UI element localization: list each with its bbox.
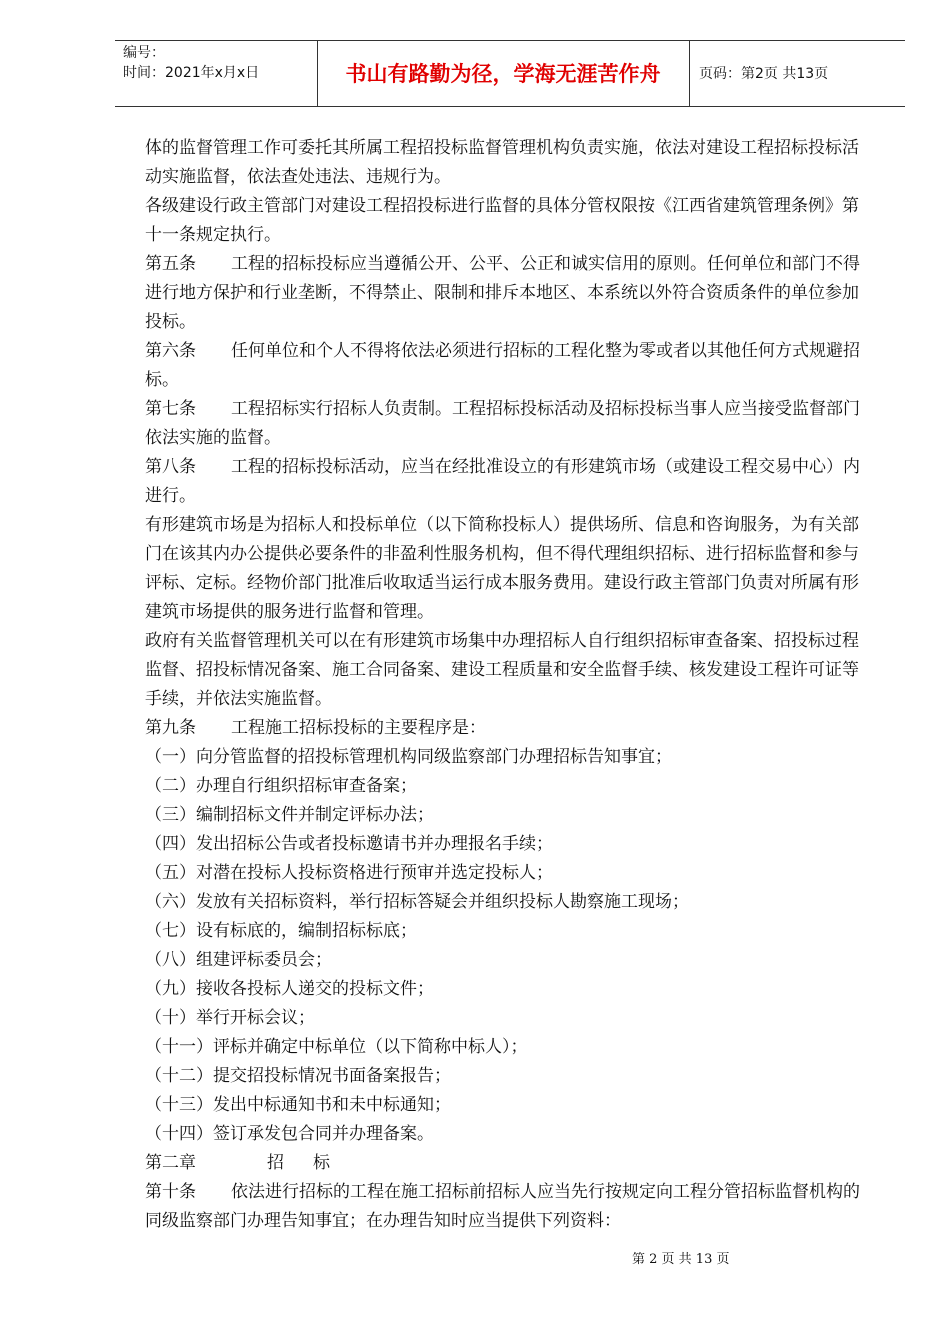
procedure-item: （五）对潜在投标人投标资格进行预审并选定投标人； [145, 863, 553, 883]
paragraph: 有形建筑市场是为招标人和投标单位（以下简称投标人）提供场所、信息和咨询服务，为有关部门在该其内办公提供必要条件的非盈利性服务机构，但不得代理组织招标、进行招标监督和参与评标、定标。经物价部门批准后收取适当运行成本服务费用。建设行政主管部门负责对所属有形建筑市场提供的服务进行监督和管理。 [145, 515, 859, 622]
article-label: 第八条 [145, 457, 196, 477]
procedure-item: （六）发放有关招标资料，举行招标答疑会并组织投标人勘察施工现场； [145, 892, 689, 912]
header-meta [123, 43, 259, 83]
article-8 [145, 453, 875, 511]
article-text: 工程施工招标投标的主要程序是： [231, 718, 486, 738]
procedure-item: （十二）提交招投标情况书面备案报告； [145, 1066, 451, 1086]
procedure-item: （七）设有标底的，编制招标标底； [145, 921, 417, 941]
header-page-info: 页码：第2页 共13页 [699, 66, 829, 82]
article-text: 工程招标实行招标人负责制。工程招标投标活动及招标投标当事人应当接受监督部门依法实施的监督。 [145, 399, 860, 448]
chapter-label: 第二章 [145, 1153, 196, 1173]
procedure-item: （十四）签订承发包合同并办理备案。 [145, 1124, 434, 1144]
procedure-item: （四）发出招标公告或者投标邀请书并办理报名手续； [145, 834, 553, 854]
procedure-item: （八）组建评标委员会； [145, 950, 332, 970]
header-number: 编号： [123, 45, 165, 61]
article-7 [145, 395, 875, 453]
article-9 [145, 714, 875, 743]
header-motto: 书山有路勤为径，学海无涯苦作舟 [345, 62, 661, 86]
article-label: 第九条 [145, 718, 196, 738]
header-divider [689, 40, 690, 106]
page-header [115, 40, 905, 107]
document-body [145, 134, 875, 1236]
procedure-item: （二）办理自行组织招标审查备案； [145, 776, 417, 796]
article-text: 工程的招标投标活动，应当在经批准设立的有形建筑市场（或建设工程交易中心）内进行。 [145, 457, 860, 506]
procedure-item: （九）接收各投标人递交的投标文件； [145, 979, 434, 999]
chapter-heading [145, 1149, 875, 1178]
procedure-item: （十三）发出中标通知书和未中标通知； [145, 1095, 451, 1115]
article-text: 任何单位和个人不得将依法必须进行招标的工程化整为零或者以其他任何方式规避招标。 [145, 341, 860, 390]
paragraph: 各级建设行政主管部门对建设工程招投标进行监督的具体分管权限按《江西省建筑管理条例》第十一条规定执行。 [145, 196, 859, 245]
article-label: 第五条 [145, 254, 196, 274]
chapter-title-char: 招 [267, 1153, 284, 1173]
article-label: 第六条 [145, 341, 196, 361]
article-10 [145, 1178, 875, 1236]
procedure-item: （三）编制招标文件并制定评标办法； [145, 805, 434, 825]
article-label: 第七条 [145, 399, 196, 419]
article-text: 工程的招标投标应当遵循公开、公平、公正和诚实信用的原则。任何单位和部门不得进行地方保护和行业垄断，不得禁止、限制和排斥本地区、本系统以外符合资质条件的单位参加投标。 [145, 254, 860, 332]
chapter-title-char: 标 [313, 1153, 330, 1173]
article-text: 依法进行招标的工程在施工招标前招标人应当先行按规定向工程分管招标监督机构的同级监察部门办理告知事宜；在办理告知时应当提供下列资料： [145, 1182, 860, 1231]
procedure-item: （十一）评标并确定中标单位（以下简称中标人）； [145, 1037, 528, 1057]
article-5 [145, 250, 875, 337]
header-time: 时间：2021年x月x日 [123, 65, 260, 81]
procedure-item: （十）举行开标会议； [145, 1008, 315, 1028]
article-label: 第十条 [145, 1182, 196, 1202]
paragraph: 体的监督管理工作可委托其所属工程招投标监督管理机构负责实施，依法对建设工程招标投标活动实施监督，依法查处违法、违规行为。 [145, 138, 859, 187]
paragraph: 政府有关监督管理机关可以在有形建筑市场集中办理招标人自行组织招标审查备案、招投标过程监督、招投标情况备案、施工合同备案、建设工程质量和安全监督手续、核发建设工程许可证等手续，并依法实施监督。 [145, 631, 859, 709]
page-footer: 第 2 页 共 13 页 [632, 1252, 730, 1267]
procedure-item: （一）向分管监督的招投标管理机构同级监察部门办理招标告知事宜； [145, 747, 672, 767]
header-bottom-rule [115, 106, 905, 107]
article-6 [145, 337, 875, 395]
